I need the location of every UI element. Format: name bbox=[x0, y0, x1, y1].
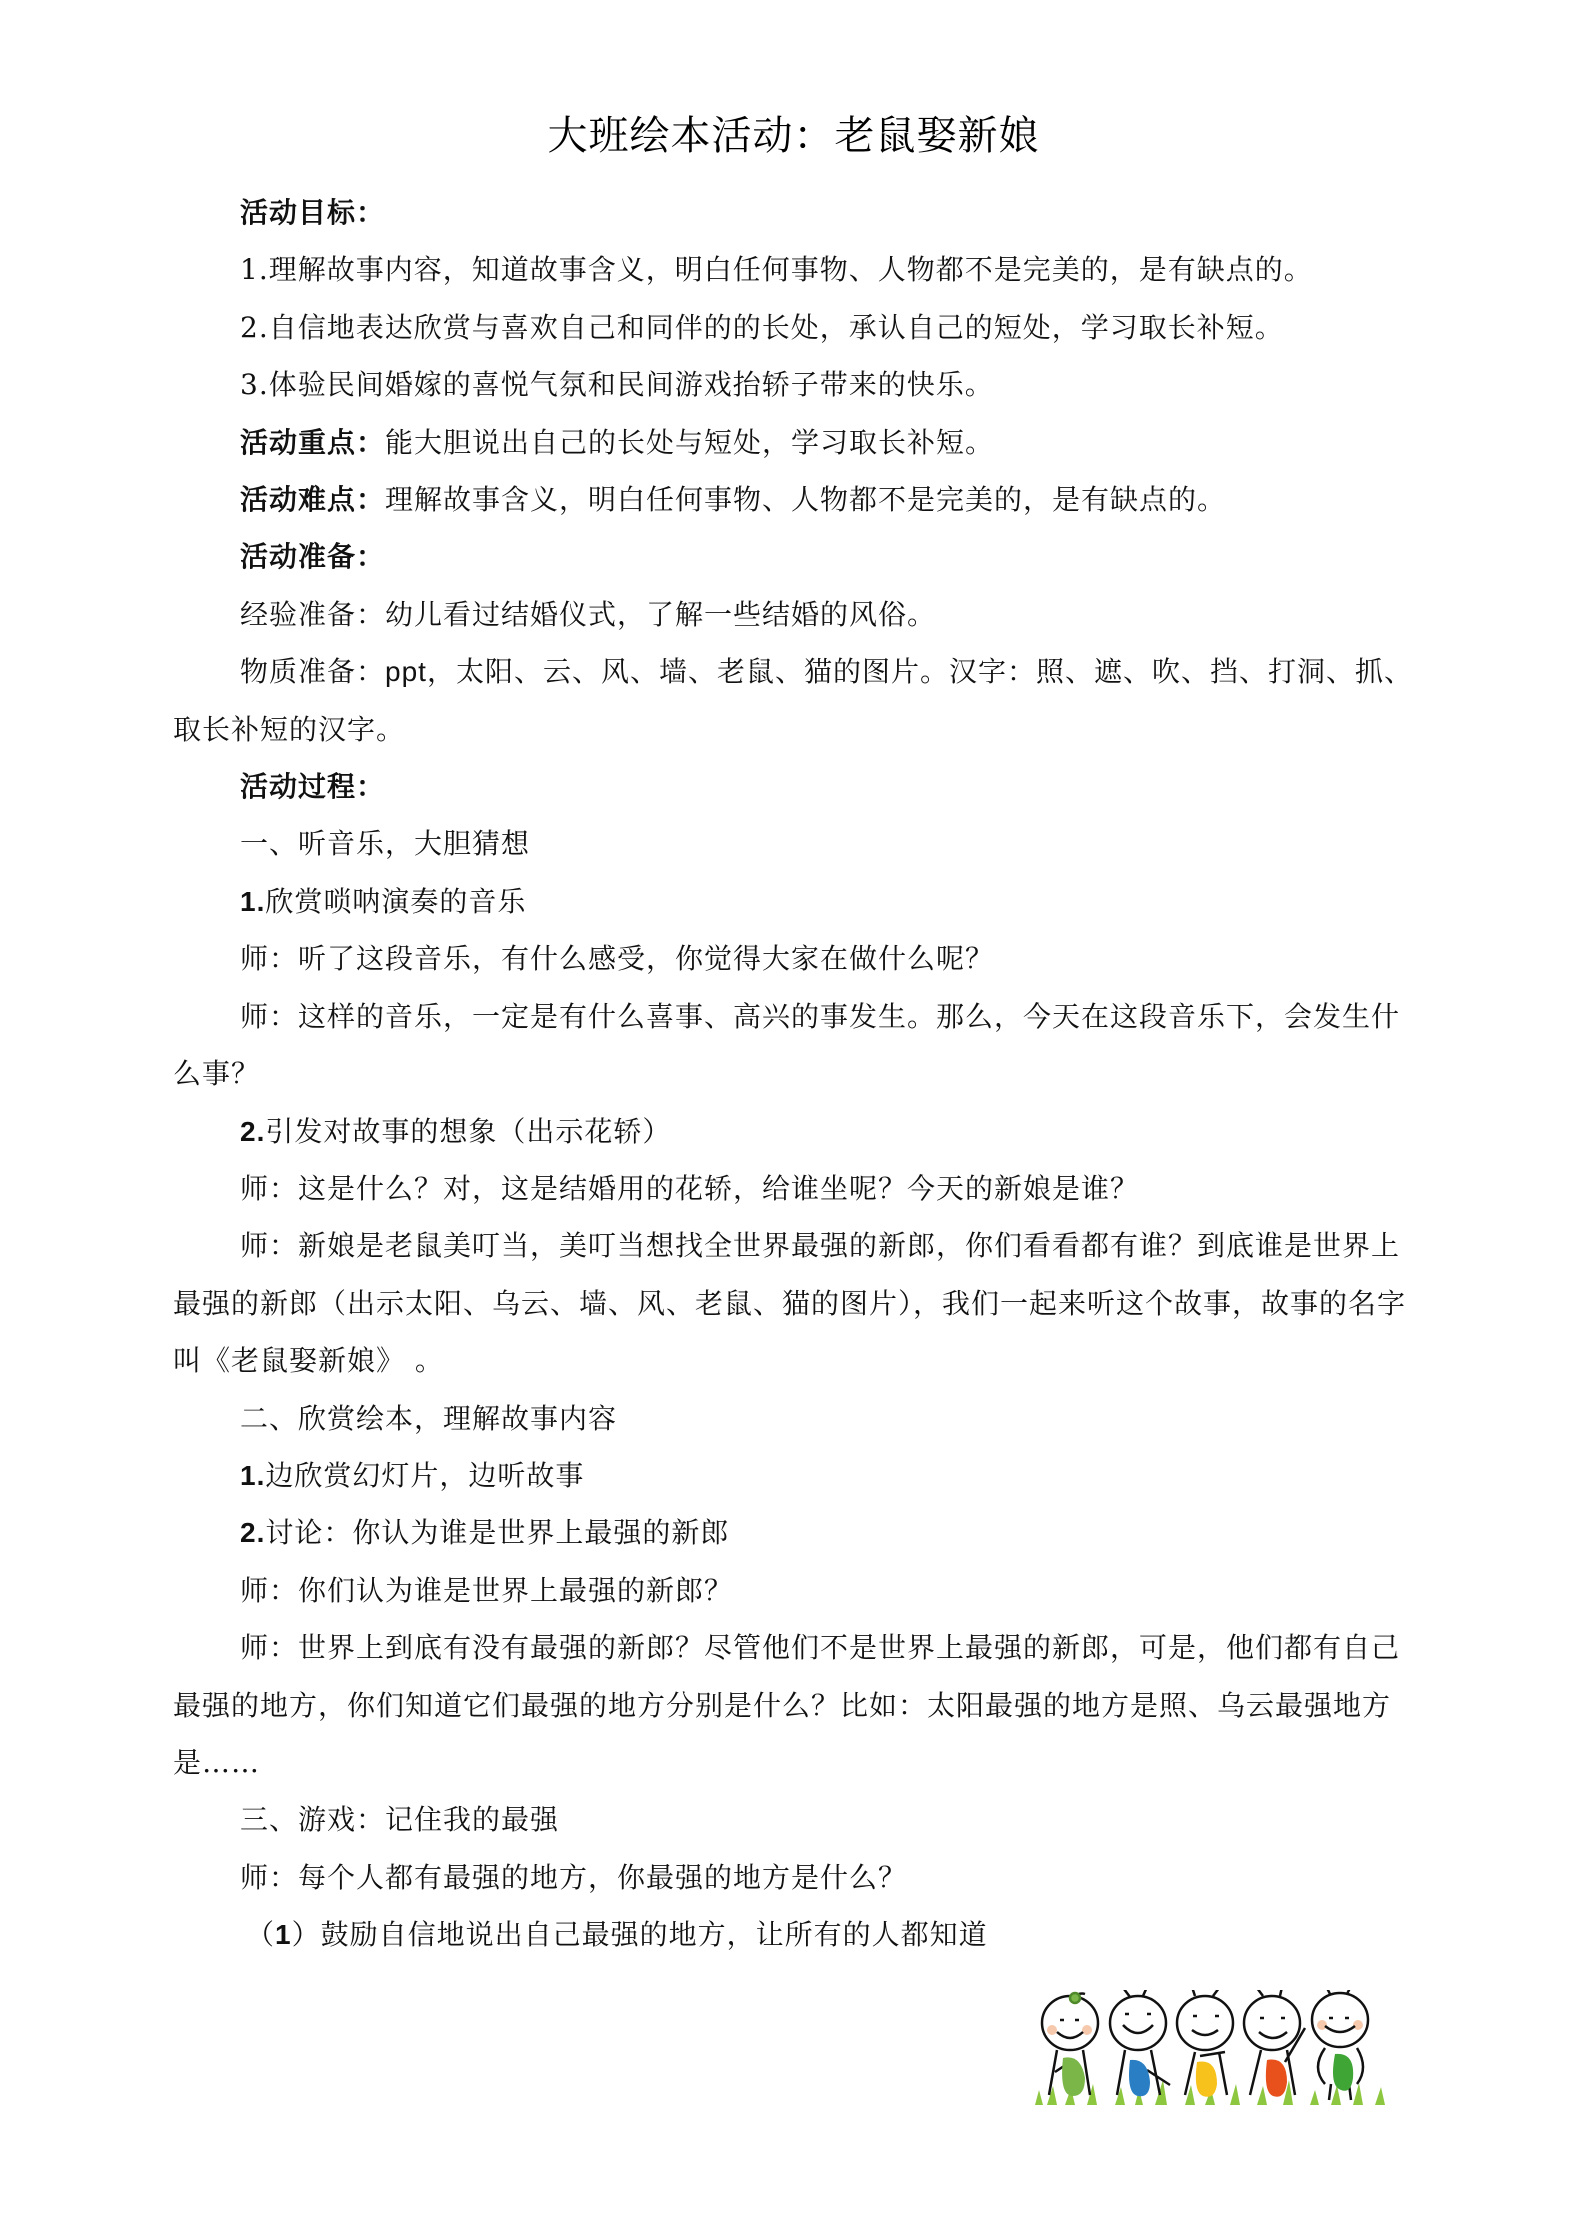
part3-sub-1 bbox=[173, 1906, 1413, 1963]
part1-teacher-3: 师：这是什么？对，这是结婚用的花轿，给谁坐呢？今天的新娘是谁？ bbox=[240, 1171, 1140, 1205]
material-ppt: ppt bbox=[385, 656, 427, 688]
document-title: 大班绘本活动：老鼠娶新娘 bbox=[547, 113, 1040, 159]
part1-step1 bbox=[173, 873, 1413, 930]
material-text: ，太阳、云、风、墙、老鼠、猫的图片。汉字：照、遮、吹、挡、打洞、抓、取长补短的汉字。 bbox=[173, 655, 1413, 746]
part1-teacher-1: 师：听了这段音乐，有什么感受，你觉得大家在做什么呢？ bbox=[240, 942, 995, 976]
part1-title: 一、听音乐，大胆猜想 bbox=[240, 827, 531, 861]
goal-item-3: 3.体验民间婚嫁的喜悦气氛和民间游戏抬轿子带来的快乐。 bbox=[240, 368, 994, 402]
key-point-label: 活动重点： bbox=[240, 425, 386, 459]
part3-teacher-1: 师：每个人都有最强的地方，你最强的地方是什么？ bbox=[240, 1860, 908, 1894]
goal-item-1: 1.理解故事内容，知道故事含义，明白任何事物、人物都不是完美的，是有缺点的。 bbox=[240, 253, 1313, 287]
key-point bbox=[173, 414, 1413, 471]
difficulty-text: 理解故事含义，明白任何事物、人物都不是完美的，是有缺点的。 bbox=[385, 483, 1227, 517]
process-heading: 活动过程： bbox=[240, 770, 386, 804]
experience-label: 经验准备： bbox=[240, 597, 386, 631]
sub-text: ）鼓励自信地说出自己最强的地方，让所有的人都知道 bbox=[291, 1918, 988, 1952]
kid-5 bbox=[1312, 1990, 1368, 2100]
part2-teacher-2: 师：世界上到底有没有最强的新郎？尽管他们不是世界上最强的新郎，可是，他们都有自己最强的地方，你们知道它们最强的地方分别是什么？比如：太阳最强的地方是照、乌云最强地方是…… bbox=[173, 1631, 1401, 1779]
kid-1 bbox=[1042, 1993, 1098, 2096]
part2-step2 bbox=[173, 1504, 1413, 1561]
step-text: 边欣赏幻灯片，边听故事 bbox=[265, 1458, 585, 1492]
experience-preparation bbox=[173, 586, 1413, 643]
step-number: 1. bbox=[240, 885, 266, 917]
sub-number: 1 bbox=[275, 1919, 292, 1951]
step-text: 讨论：你认为谁是世界上最强的新郎 bbox=[265, 1516, 730, 1550]
kids-illustration bbox=[1035, 1990, 1395, 2105]
part1-teacher-2: 师：这样的音乐，一定是有什么喜事、高兴的事发生。那么，今天在这段音乐下，会发生什么事？ bbox=[173, 999, 1401, 1091]
difficulty-label: 活动难点： bbox=[240, 483, 386, 517]
kid-3 bbox=[1177, 1990, 1233, 2097]
preparation-heading: 活动准备： bbox=[240, 540, 386, 574]
kid-4 bbox=[1244, 1990, 1305, 2097]
part1-teacher-4: 师：新娘是老鼠美叮当，美叮当想找全世界最强的新郎，你们看看都有谁？到底谁是世界上最强的新郎（出示太阳、乌云、墙、风、老鼠、猫的图片），我们一起来听这个故事，故事的名字叫《老鼠娶新娘》 。 bbox=[173, 1229, 1407, 1378]
part2-title: 二、欣赏绘本，理解故事内容 bbox=[240, 1401, 618, 1435]
key-point-text: 能大胆说出自己的长处与短处，学习取长补短。 bbox=[385, 425, 995, 459]
paren-open: （ bbox=[246, 1918, 276, 1952]
step-text: 欣赏唢呐演奏的音乐 bbox=[265, 884, 527, 918]
difficulty bbox=[173, 471, 1413, 528]
goal-item-2: 2.自信地表达欣赏与喜欢自己和同伴的的长处，承认自己的短处，学习取长补短。 bbox=[240, 310, 1284, 344]
step-number: 2. bbox=[240, 1517, 266, 1549]
goals-heading: 活动目标： bbox=[240, 196, 386, 229]
part3-title: 三、游戏：记住我的最强 bbox=[240, 1803, 560, 1837]
material-preparation bbox=[173, 643, 1413, 758]
step-number: 1. bbox=[240, 1459, 266, 1491]
step-number: 2. bbox=[240, 1115, 266, 1147]
part2-step1 bbox=[173, 1447, 1413, 1504]
material-label: 物质准备： bbox=[240, 655, 386, 689]
part2-teacher-1: 师：你们认为谁是世界上最强的新郎？ bbox=[240, 1573, 734, 1607]
step-text: 引发对故事的想象（出示花轿） bbox=[265, 1114, 672, 1148]
experience-text: 幼儿看过结婚仪式，了解一些结婚的风俗。 bbox=[385, 597, 937, 631]
part1-step2 bbox=[173, 1103, 1413, 1160]
document-body bbox=[173, 184, 1413, 1964]
kid-2 bbox=[1110, 1990, 1170, 2096]
